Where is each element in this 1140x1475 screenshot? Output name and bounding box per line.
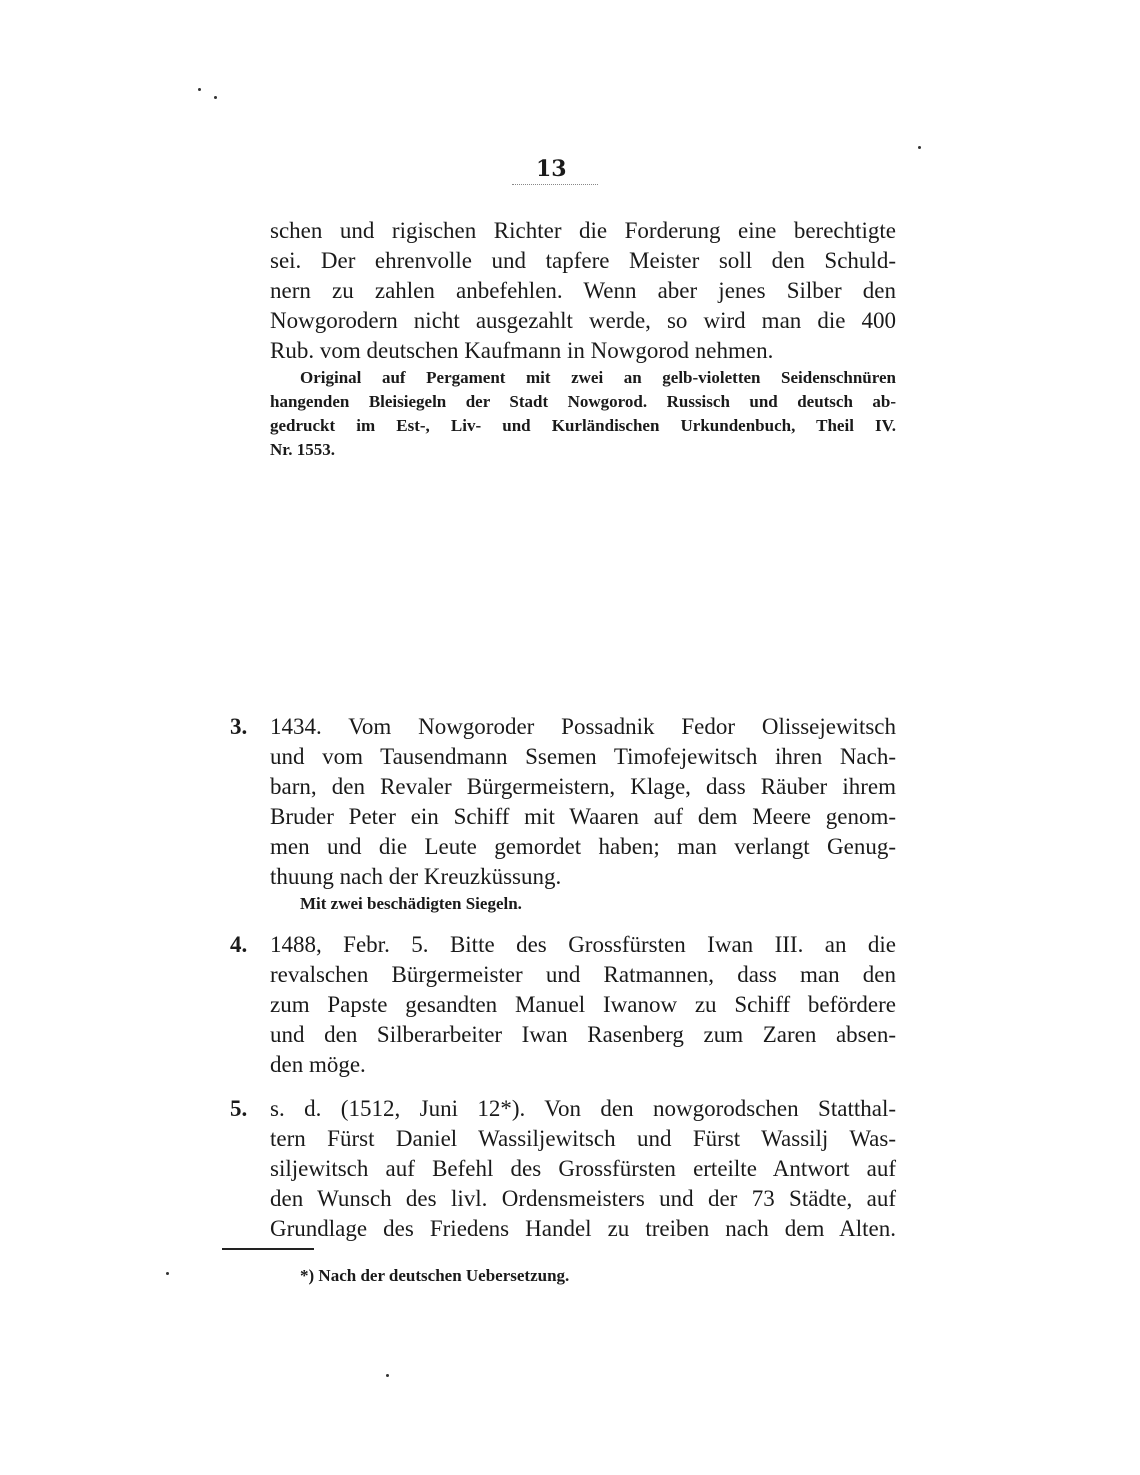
page-number: 13	[536, 156, 567, 182]
entry-line: barn, den Revaler Bürgermeistern, Klage, dass Räuber ihrem	[270, 774, 896, 799]
continuation-line: Nowgorodern nicht ausgezahlt werde, so wird man die 400	[270, 308, 896, 333]
source-note-line: hangenden Bleisiegeln der Stadt Nowgorod. Russisch und deutsch ab-	[270, 392, 896, 411]
seal-note: Mit zwei beschädigten Siegeln.	[300, 894, 522, 913]
page-number-rule	[512, 184, 598, 185]
entry-line: tern Fürst Daniel Wassiljewitsch und Fürst Wassilj Was-	[270, 1126, 896, 1151]
source-note-line: gedruckt im Est-, Liv- und Kurländischen Urkundenbuch, Theil IV.	[270, 416, 896, 435]
entry-line: thuung nach der Kreuzküssung.	[270, 864, 562, 889]
entry-line: und vom Tausendmann Ssemen Timofejewitsch ihren Nach-	[270, 744, 896, 769]
entry-line: siljewitsch auf Befehl des Grossfürsten erteilte Antwort auf	[270, 1156, 896, 1181]
entry-number: 4.	[230, 932, 248, 957]
entry-line: zum Papste gesandten Manuel Iwanow zu Schiff befördere	[270, 992, 896, 1017]
entry-line: s. d. (1512, Juni 12*). Von den nowgorodschen Statthal-	[270, 1096, 896, 1121]
continuation-line: sei. Der ehrenvolle und tapfere Meister soll den Schuld-	[270, 248, 896, 273]
scan-speck	[166, 1272, 169, 1275]
entry-line: men und die Leute gemordet haben; man verlangt Genug-	[270, 834, 896, 859]
continuation-line: nern zu zahlen anbefehlen. Wenn aber jenes Silber den	[270, 278, 896, 303]
footnote: *) Nach der deutschen Uebersetzung.	[300, 1266, 570, 1285]
entry-line: 1434. Vom Nowgoroder Possadnik Fedor Olissejewitsch	[270, 714, 896, 739]
entry-line: den möge.	[270, 1052, 366, 1077]
entry-line: und den Silberarbeiter Iwan Rasenberg zum Zaren absen-	[270, 1022, 896, 1047]
entry-number: 3.	[230, 714, 248, 739]
source-note-line: Nr. 1553.	[270, 440, 336, 459]
entry-number: 5.	[230, 1096, 248, 1121]
entry-line: Grundlage des Friedens Handel zu treiben nach dem Alten.	[270, 1216, 896, 1241]
scan-speck	[198, 88, 201, 91]
footnote-rule	[222, 1248, 314, 1250]
entry-line: revalschen Bürgermeister und Ratmannen, dass man den	[270, 962, 896, 987]
scan-speck	[214, 96, 217, 99]
source-note-line: Original auf Pergament mit zwei an gelb-violetten Seidenschnüren	[300, 368, 896, 387]
entry-line: Bruder Peter ein Schiff mit Waaren auf dem Meere genom-	[270, 804, 896, 829]
scan-speck	[918, 146, 921, 149]
entry-line: den Wunsch des livl. Ordensmeisters und der 73 Städte, auf	[270, 1186, 896, 1211]
scan-speck	[386, 1374, 389, 1377]
entry-line: 1488, Febr. 5. Bitte des Grossfürsten Iwan III. an die	[270, 932, 896, 957]
continuation-line: Rub. vom deutschen Kaufmann in Nowgorod nehmen.	[270, 338, 774, 363]
continuation-line: schen und rigischen Richter die Forderung eine berechtigte	[270, 218, 896, 243]
